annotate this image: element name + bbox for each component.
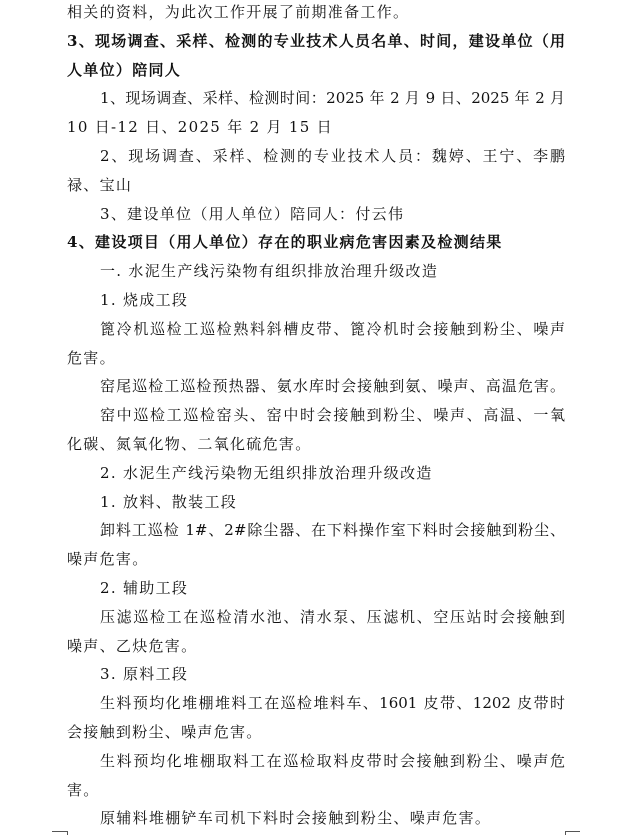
crop-mark-right-horizontal [565, 831, 580, 832]
text-line: 原辅料堆棚铲车司机下料时会接触到粉尘、噪声危害。 [100, 809, 492, 828]
text-line: 噪声、乙炔危害。 [67, 636, 198, 655]
text-line: 1. 放料、散装工段 [100, 492, 238, 511]
paragraph-cooler-inspector [0, 315, 634, 373]
text-line: 一. 水泥生产线污染物有组织排放治理升级改造 [100, 262, 439, 281]
heading-line: 4、建设项目（用人单位）存在的职业病危害因素及检测结果 [67, 233, 503, 252]
text-line: 噪声危害。 [67, 550, 149, 569]
heading-line: 3、现场调查、采样、检测的专业技术人员名单、时间，建设单位（用 [67, 31, 565, 50]
subheading-discharge-section [0, 488, 634, 517]
text-line: 禄、宝山 [67, 175, 133, 194]
paragraph-preparation [0, 0, 634, 27]
text-line: 窑中巡检工巡检窑头、窑中时会接触到粉尘、噪声、高温、一氧 [100, 406, 565, 425]
text-line: 1、现场调查、采样、检测时间：2025 年 2 月 9 日、2025 年 2 月 [100, 89, 565, 108]
subheading-auxiliary-section [0, 574, 634, 603]
text-line: 卸料工巡检 1#、2#除尘器、在下料操作室下料时会接触到粉尘、 [100, 521, 565, 540]
paragraph-unloader [0, 516, 634, 574]
text-line: 窑尾巡检工巡检预热器、氨水库时会接触到氨、噪声、高温危害。 [100, 377, 565, 396]
section-heading-3 [0, 27, 634, 85]
paragraph-escort [0, 200, 634, 229]
subheading-raw-material-section [0, 660, 634, 689]
paragraph-stacker-operator [0, 689, 634, 747]
text-line: 危害。 [67, 348, 116, 367]
text-line: 相关的资料，为此次工作开展了前期准备工作。 [67, 3, 410, 21]
section-heading-4 [0, 228, 634, 257]
text-line: 生料预均化堆棚堆料工在巡检堆料车、1601 皮带、1202 皮带时 [100, 694, 565, 713]
text-line: 2. 辅助工段 [100, 578, 189, 597]
crop-mark-left-horizontal [52, 831, 67, 832]
text-line: 2、现场调查、采样、检测的专业技术人员：魏婷、王宁、李鹏 [100, 146, 565, 165]
text-line: 生料预均化堆棚取料工在巡检取料皮带时会接触到粉尘、噪声危 [100, 751, 565, 770]
subheading-firing-section [0, 286, 634, 315]
text-line: 1. 烧成工段 [100, 290, 189, 309]
text-line: 篦冷机巡检工巡检熟料斜槽皮带、篦冷机时会接触到粉尘、噪声 [100, 319, 565, 338]
paragraph-kiln-tail-inspector [0, 372, 634, 401]
paragraph-reclaimer-operator [0, 747, 634, 805]
text-line: 害。 [67, 780, 100, 799]
text-line: 会接触到粉尘、噪声危害。 [67, 722, 263, 741]
paragraph-kiln-middle-inspector [0, 401, 634, 459]
paragraph-survey-time [0, 84, 634, 142]
text-line: 化碳、氮氧化物、二氧化硫危害。 [67, 434, 312, 453]
subheading-unorganized-emission [0, 459, 634, 488]
text-line: 2. 水泥生产线污染物无组织排放治理升级改造 [100, 463, 433, 482]
crop-mark-left-vertical [67, 831, 68, 835]
paragraph-filter-press-inspector [0, 603, 634, 661]
text-line: 10 日-12 日、2025 年 2 月 15 日 [67, 118, 333, 137]
text-line: 3、建设单位（用人单位）陪同人：付云伟 [100, 204, 405, 223]
paragraph-technicians [0, 142, 634, 200]
heading-line: 人单位）陪同人 [67, 60, 182, 79]
text-line: 压滤巡检工在巡检清水池、清水泵、压滤机、空压站时会接触到 [100, 607, 565, 626]
subheading-organized-emission [0, 257, 634, 286]
text-line: 3. 原料工段 [100, 665, 189, 684]
crop-mark-right-vertical [565, 831, 566, 835]
paragraph-loader-driver [0, 804, 634, 833]
